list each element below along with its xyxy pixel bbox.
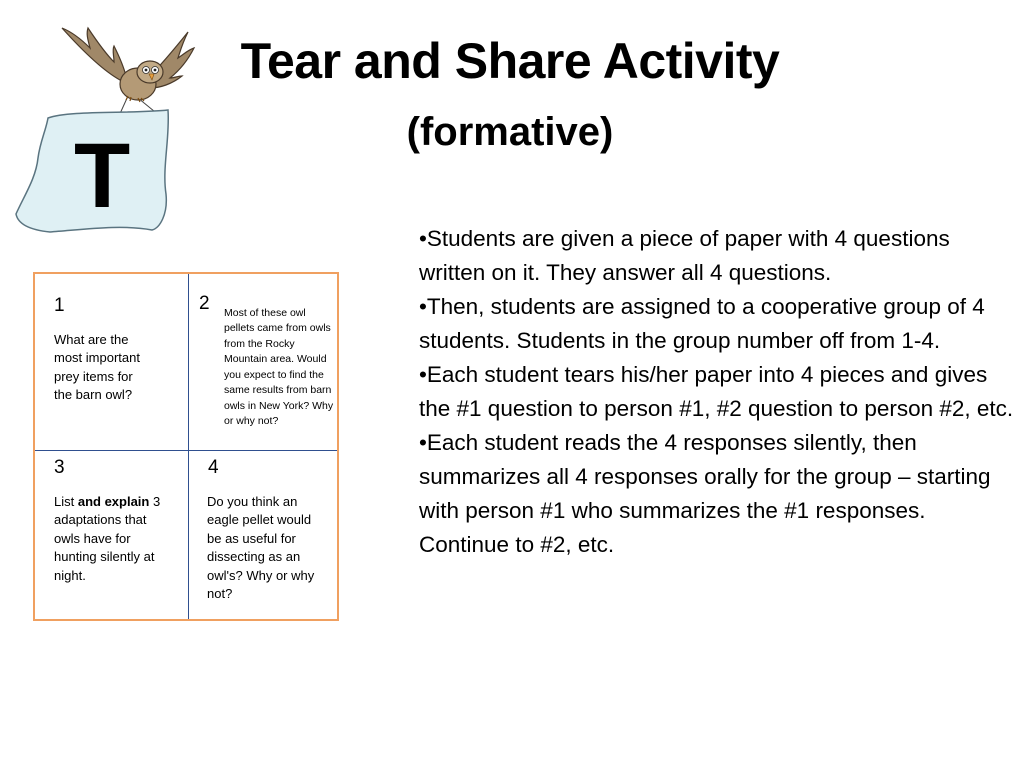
cell-1-number: 1 <box>54 295 65 316</box>
cell-2-number: 2 <box>199 293 210 314</box>
cell-3-text-bold: and explain <box>77 494 150 509</box>
logo-letter: T <box>74 125 131 227</box>
cell-3-text-suffix: 3 adaptations that owls have for hunting silently at night. <box>54 494 161 583</box>
cell-3-question <box>54 493 170 585</box>
bullet-item: •Then, students are assigned to a cooperative group of 4 students. Students in the group number off from 1-4. <box>419 294 985 353</box>
bullet-item: •Each student tears his/her paper into 4 pieces and gives the #1 question to person #1, #2 question to person #2, etc. <box>419 362 1014 421</box>
cell-4-question: Do you think an eagle pellet would be as useful for dissecting as an owl's? Why or why not? <box>207 494 315 602</box>
bullet-item: •Each student reads the 4 responses silently, then summarizes all 4 responses orally for the group – starting with person #1 who summarizes the #1 responses. Continue to #2, etc. <box>419 430 991 557</box>
page-subtitle: (formative) <box>406 110 614 154</box>
cell-3-number: 3 <box>54 457 65 478</box>
question-grid <box>33 272 339 621</box>
instructions-list <box>419 222 1019 562</box>
owl-logo <box>10 18 200 233</box>
bullet-item: •Students are given a piece of paper with 4 questions written on it. They answer all 4 questions. <box>419 226 950 285</box>
cell-3-text-prefix: List <box>54 494 78 509</box>
cell-1-question: What are the most important prey items for the barn owl? <box>54 332 140 403</box>
page-title: Tear and Share Activity <box>240 33 780 89</box>
grid-horizontal-divider <box>35 450 337 451</box>
grid-vertical-divider <box>188 274 189 619</box>
cell-2-question: Most of these owl pellets came from owls from the Rocky Mountain area. Would you expect to find the same results from barn owls in New York? Why or why not? <box>224 307 334 427</box>
cell-4-number: 4 <box>208 457 219 478</box>
